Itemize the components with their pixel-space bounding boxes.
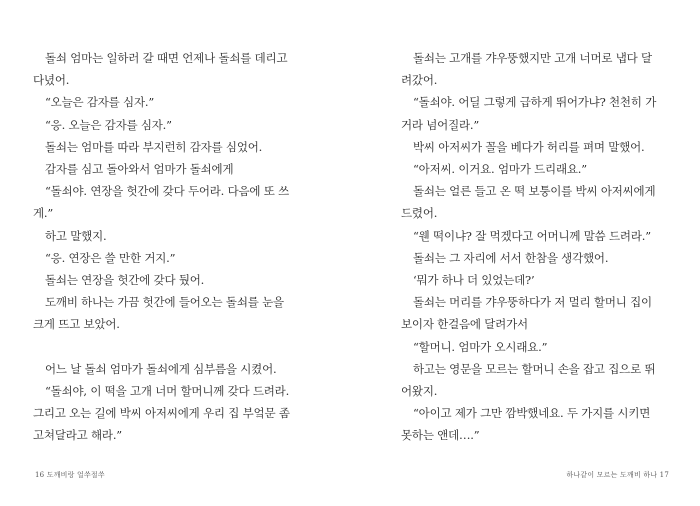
text-line: 돌쇠는 머리를 갸우뚱하다가 저 멀리 할머니 집이 [413, 295, 652, 310]
text-line: “할머니. 엄마가 오시래요.” [413, 339, 548, 354]
text-line: 돌쇠는 고개를 갸우뚱했지만 고개 너머로 냅다 달 [413, 51, 652, 65]
text-line: 돌쇠는 엄마를 따라 부지런히 감자를 심었어. [45, 139, 263, 154]
text-line: 보이자 한걸음에 달려가서 [401, 317, 528, 332]
text-line: 그리고 오는 길에 박씨 아저씨에게 우리 집 부엌문 좀 [33, 406, 290, 421]
text-line: 다녔어. [33, 73, 70, 88]
text-line: 하고 말했지. [45, 228, 107, 243]
right-page-text [401, 47, 671, 447]
text-line: “오늘은 감자를 심자.” [45, 95, 154, 110]
text-line: 드렸어. [401, 206, 438, 221]
text-line: “응. 오늘은 감자를 심자.” [45, 117, 172, 132]
text-line: 돌쇠는 얼른 들고 온 떡 보퉁이를 박씨 아저씨에게 [413, 184, 656, 199]
right-page-footer: 하나같이 모르는 도깨비 하나 17 [566, 471, 669, 479]
text-line: ‘뭐가 하나 더 있었는데?’ [413, 273, 535, 288]
text-line: 돌쇠는 그 자리에 서서 한참을 생각했어. [413, 250, 609, 265]
text-line: 하고는 영문을 모르는 할머니 손을 잡고 집으로 뛰 [413, 361, 656, 376]
text-line: “아저씨. 이거요. 엄마가 드리래요.” [413, 162, 587, 177]
text-line: “돌쇠야, 이 떡을 고개 너머 할머니께 갖다 드려라. [45, 383, 290, 398]
text-line: 게.” [33, 206, 54, 221]
text-line: “아이고 제가 그만 깜박했네요. 두 가지를 시키면 [413, 406, 651, 421]
text-line: 크게 뜨고 보았어. [33, 317, 120, 332]
text-line: 돌쇠는 연장을 헛간에 갖다 뒀어. [45, 273, 205, 288]
paragraph-gap [33, 336, 303, 358]
text-line: 감자를 심고 돌아와서 엄마가 돌쇠에게 [45, 162, 234, 177]
text-line: 거라 넘어질라.” [401, 117, 480, 132]
right-page [350, 0, 700, 506]
text-line: 돌쇠 엄마는 일하러 갈 때면 언제나 돌쇠를 데리고 [45, 51, 288, 65]
text-line: 어느 날 돌쇠 엄마가 돌쇠에게 심부름을 시켰어. [45, 361, 277, 376]
left-page-text [33, 47, 303, 446]
text-line: 어왔지. [401, 384, 438, 399]
text-line: “웬 떡이냐? 잘 먹겠다고 어머니께 말씀 드려라.” [413, 228, 651, 243]
text-line: “돌쇠야. 어딜 그렇게 급하게 뛰어가냐? 천천히 가 [413, 95, 657, 110]
text-line: 도깨비 하나는 가끔 헛간에 들어오는 돌쇠를 눈을 [45, 295, 284, 310]
text-line: “응. 연장은 쓸 만한 거지.” [45, 250, 176, 265]
left-page-footer: 16 도깨비랑 얼쑤절쑤 [35, 471, 105, 479]
text-line: “돌쇠야. 연장을 헛간에 갖다 두어라. 다음에 또 쓰 [45, 184, 290, 199]
text-line: 못하는 앤데….” [401, 428, 480, 443]
text-line: 고쳐달라고 해라.” [33, 428, 122, 443]
text-line: 박씨 아저씨가 꼴을 베다가 허리를 펴며 말했어. [413, 139, 645, 154]
text-line: 려갔어. [401, 73, 438, 88]
